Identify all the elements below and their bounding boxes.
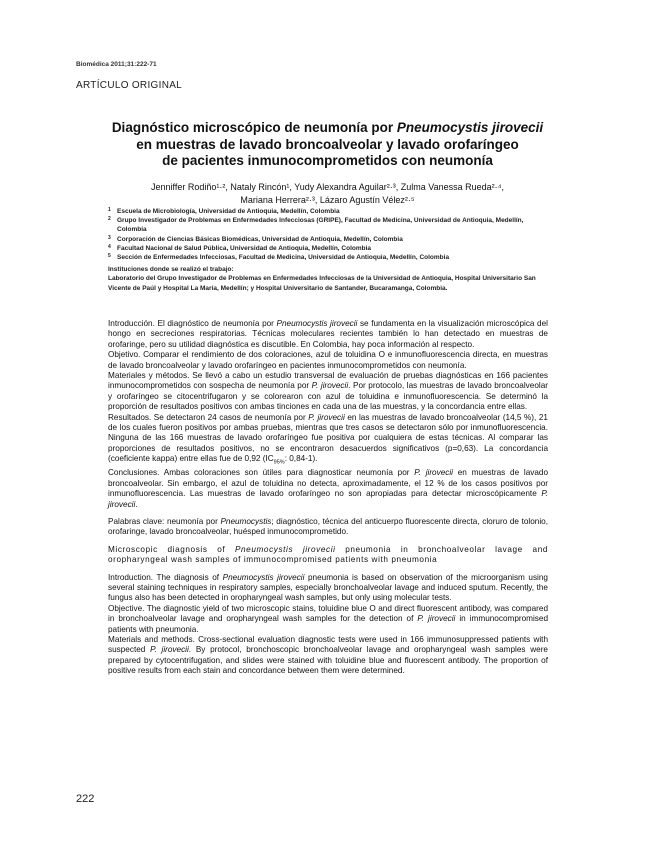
resumen-mat-text: Se llevó a cabo un estudio transversal de evaluación de pruebas diagnósticas en 166 pacientes inmunocomprometidos con sospecha de neumonía por xyxy=(108,371,548,391)
resumen-obj-text: Comparar el rendimiento de dos coloraciones, azul de toluidina O e inmunofluorescencia directa, en muestras de lavado broncoalveolar y lavado orofaríngeo en pacientes inmunocomprometidos con neumonía. xyxy=(108,350,548,370)
resumen-mat-organism: P. jirovecii xyxy=(311,381,349,391)
resumen-ci-subscript: 95% xyxy=(273,459,285,466)
resumen-conc-label: Conclusiones. xyxy=(108,468,160,478)
keywords xyxy=(108,517,548,538)
resumen-mat-label: Materiales y métodos. xyxy=(108,371,190,381)
affiliation-item xyxy=(108,235,548,244)
resumen-res-organism: P. jirovecii xyxy=(308,412,345,422)
abstract-obj-text: The diagnostic yield of two microscopic stains, toluidine blue O and direct fluorescent antibody, was compared in bronchoalveolar lavage and oropharyngeal wash samples for the detection of xyxy=(108,603,548,624)
english-title xyxy=(108,545,548,566)
abstract-intro-label: Introduction. xyxy=(108,572,154,582)
resumen-conc-organism-2: P. jirovecii xyxy=(108,489,548,509)
keywords-organism: Pneumocystis xyxy=(220,516,272,526)
resumen-methods xyxy=(108,371,548,413)
affiliation-item xyxy=(108,253,548,262)
authors-line2: Mariana Herrera²·³, Lázaro Agustín Vélez²·⁵ xyxy=(240,194,415,205)
institutions-text: Laboratorio del Grupo Investigador de Problemas en Enfermedades Infecciosas de la Universidad de Antioquia, Hospital Universitario San Vicente de Paúl y Hospital La María, Medellín; y Hospital Universitario de Santander, Bucaramanga, Colombia. xyxy=(108,275,536,292)
affiliation-mark: 1 xyxy=(108,207,111,213)
resumen-res-text: Se detectaron 24 casos de neumonía por xyxy=(151,412,309,422)
resumen-conclusions xyxy=(108,468,548,510)
affiliation-item xyxy=(108,207,548,216)
affiliations xyxy=(108,207,548,293)
abstract-obj-text-2: in immunocompromised patients with pneumonia. xyxy=(108,614,548,634)
resumen-obj-label: Objetivo. xyxy=(108,350,141,360)
abstract-mat-label: Materials and methods. xyxy=(108,635,195,645)
abstract-mat-text-2: . By protocol, bronchoscopic bronchoalveolar lavage and oropharyngeal wash samples were prepared by cytocentrifugation, and slides were stained with toluidine blue and fluorescent antibody. The proportion of positive results from each stain and concordance between them were determined. xyxy=(108,645,548,676)
abstract-intro-organism: Pneumocystis jirovecii xyxy=(222,572,305,582)
affiliation-mark: 4 xyxy=(108,243,111,250)
resumen-res-label: Resultados. xyxy=(108,412,152,422)
institutions-label: Instituciones donde se realizó el trabajo: xyxy=(108,266,234,274)
resumen-mat-text-2: . Por protocolo, las muestras de lavado broncoalveolar y orofaríngeo se citocentrifugaron y se colorearon con azul de toluidina e inmunofluorescencia. Se determinó la proporción de resultados positivos con ambas tinciones en cada una de las muestras, y la concordancia entre ellas. xyxy=(108,381,548,412)
resumen-conc-text-2: en muestras de lavado broncoalveolar. Sin embargo, el azul de toluidina no detecta, aproximadamente, el 12 % de los casos positivos por inmunofluorescencia. Las muestras de lavado orofaríngeo no son apropiadas para detectar microscópicamente xyxy=(108,468,548,499)
affiliation-mark: 5 xyxy=(108,253,111,260)
keywords-label: Palabras clave: xyxy=(108,516,165,526)
keywords-text-2: ; diagnóstico, técnica del anticuerpo fluorescente directa, cloruro de tolonio, orofaringe, lavado broncoalveolar, huésped inmunocomprometido. xyxy=(108,516,549,537)
article-title xyxy=(90,120,565,170)
affiliation-item xyxy=(108,244,548,253)
abstract-intro-text-2: pneumonia is based on observation of the microorganism using several staining techniques in respiratory samples, especially bronchoalveolar lavage and induced sputum. Recently, the fungus also has been detected in oropharyngeal wash samples, but only using molecular tests. xyxy=(108,572,548,603)
english-title-text: Microscopic diagnosis of xyxy=(108,544,235,554)
author-list xyxy=(110,181,545,206)
abstract-objective xyxy=(108,604,548,635)
abstract-obj-organism: P. jirovecii xyxy=(417,614,456,624)
authors-line1: Jenniffer Rodiño¹·², Nataly Rincón¹, Yudy Alexandra Aguilar²·³, Zulma Vanessa Rueda²·⁴, xyxy=(150,182,505,192)
abstract-intro-text: The diagnosis of xyxy=(153,572,223,582)
abstract-introduction xyxy=(108,573,548,604)
journal-reference: Biomédica 2011;31:222-71 xyxy=(76,61,157,68)
english-title-text-2: pneumonia in bronchoalveolar lavage and oropharyngeal wash samples of immunocompromised patients with pneumonia xyxy=(108,544,549,565)
affiliation-mark: 2 xyxy=(108,216,111,223)
resumen-res-text-3: : 0,84-1). xyxy=(284,454,318,464)
affiliation-text: Sección de Enfermedades Infecciosas, Facultad de Medicina, Universidad de Antioquia, Medellín, Colombia xyxy=(117,254,450,262)
resumen-conc-organism: P. jirovecii xyxy=(414,468,453,478)
resumen-conc-text: Ambas coloraciones son útiles para diagnosticar neumonía por xyxy=(159,468,415,478)
abstract-block xyxy=(108,319,548,677)
affiliation-text: Grupo Investigador de Problemas en Enfermedades Infecciosas (GRIPE), Facultad de Medicina, Universidad de Antioquia, Medellín, Colombia xyxy=(117,217,524,234)
affiliation-text: Escuela de Microbiología, Universidad de Antioquia, Medellín, Colombia xyxy=(117,208,340,215)
abstract-methods xyxy=(108,635,548,677)
resumen-introduction xyxy=(108,319,548,350)
english-title-organism: Pneumocystis jirovecii xyxy=(234,544,336,554)
resumen-intro-text-2: se fundamenta en la visualización microscópica del hongo en secreciones respiratorias. Técnicas moleculares recientes también lo han detectado en muestras de orofaringe, pero su utilidad diagnóstica es discutible. En Colombia, hay poca información al respecto. xyxy=(108,319,548,349)
resumen-objective xyxy=(108,350,548,371)
resumen-intro-label: Introducción. xyxy=(108,319,155,328)
resumen-results xyxy=(108,413,548,469)
title-line3: de pacientes inmunocomprometidos con neumonía xyxy=(162,153,493,168)
page-number: 222 xyxy=(76,793,95,805)
resumen-res-text-2: en las muestras de lavado broncoalveolar (14,5 %), 21 de los cuales fueron positivos por ambas pruebas, mientras que tres casos se detectaron sólo por inmunofluorescencia. Ninguna de las 166 muestras de lavado orofaríngeo fue positiva por cualquiera de estas técnicas. Al comparar las proporciones de resultados positivos, no se encontraron desacuerdos significativos (p=0,63). La concordancia (coeficiente kappa) entre ellas fue de 0,92 (IC xyxy=(108,412,548,464)
title-organism: Pneumocystis jirovecii xyxy=(396,120,544,135)
resumen-intro-organism: Pneumocystis jirovecii xyxy=(276,319,358,328)
title-line2: en muestras de lavado broncoalveolar y lavado orofaríngeo xyxy=(136,136,519,152)
abstract-obj-label: Objective. xyxy=(108,603,145,613)
keywords-text: neumonía por xyxy=(164,516,221,526)
abstract-mat-text: Cross-sectional evaluation diagnostic tests were used in 166 immunosuppressed patients with suspected xyxy=(108,635,548,655)
affiliation-text: Corporación de Ciencias Básicas Biomédicas, Universidad de Antioquia, Medellín, Colombia xyxy=(117,235,403,243)
title-line1: Diagnóstico microscópico de neumonía por xyxy=(111,120,397,135)
section-label: ARTÍCULO ORIGINAL xyxy=(76,80,183,91)
affiliation-mark: 3 xyxy=(108,234,111,241)
abstract-mat-organism: P. jirovecii xyxy=(150,645,189,655)
affiliation-item xyxy=(108,216,548,234)
affiliation-text: Facultad Nacional de Salud Pública, Universidad de Antioquia, Medellín, Colombia xyxy=(117,244,372,252)
resumen-intro-text: El diagnóstico de neumonía por xyxy=(154,319,277,328)
resumen-conc-text-3: . xyxy=(135,499,138,509)
